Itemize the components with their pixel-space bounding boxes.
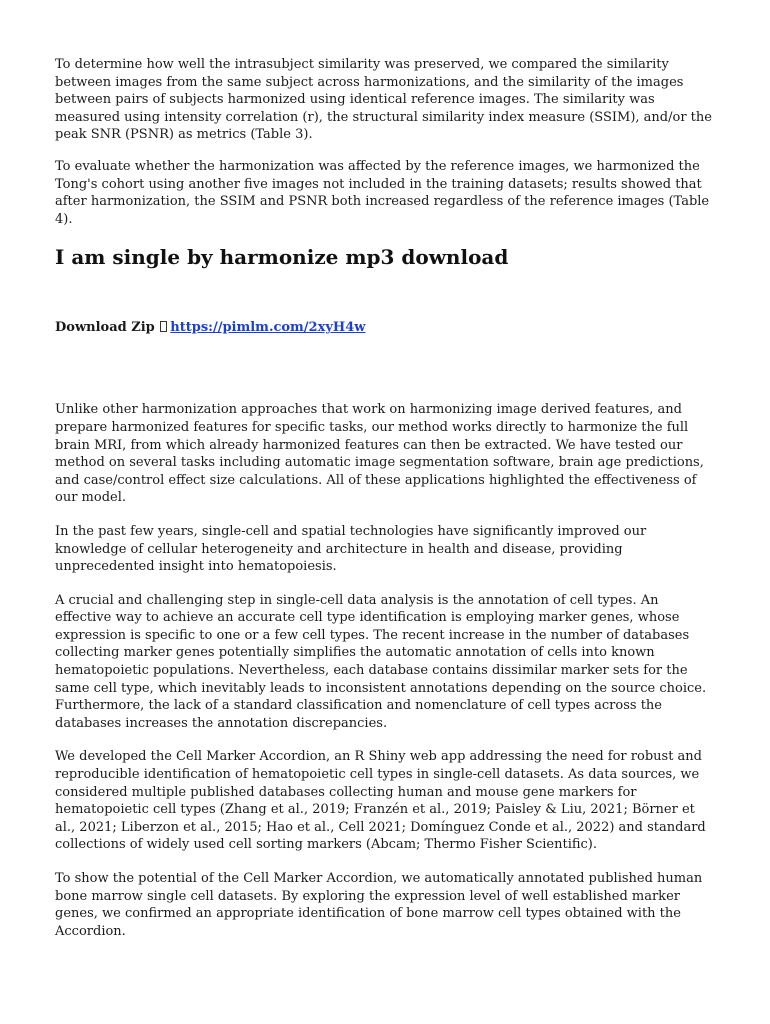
body-paragraph-2: In the past few years, single-cell and spatial technologies have significantly improved our knowledge of cellular heterogeneity and architecture in health and disease, providing unprecedented insight into hematopoiesis. — [55, 523, 647, 575]
body-paragraph-4: We developed the Cell Marker Accordion, an R Shiny web app addressing the need for robust and reproducible identification of hematopoietic cell types in single-cell datasets. As data sources, we considered multiple published databases collecting human and mouse gene markers for hematopoietic cell types (Zhang et al., 2019; Franzén et al., 2019; Paisley & Liu, 2021; Börner et al., 2021; Liberzon et al., 2015; Hao et al., Cell 2021; Domínguez Conde et al., 2022) and standard collections of widely used cell sorting markers (Abcam; Thermo Fisher Scientific). — [55, 749, 706, 853]
body-text — [55, 401, 717, 940]
body-paragraph-5: To show the potential of the Cell Marker Accordion, we automatically annotated published human bone marrow single cell datasets. By exploring the expression level of well established marker genes, we confirmed an appropriate identification of bone marrow cell types obtained with the Accordion. — [55, 871, 703, 939]
page-title: I am single by harmonize mp3 download — [55, 245, 509, 270]
body-paragraph-3: A crucial and challenging step in single-cell data analysis is the annotation of cell types. An effective way to achieve an accurate cell type identification is employing marker genes, whose expression is specific to one or a few cell types. The recent increase in the number of databases collecting marker genes potentially simplifies the automatic annotation of cells into known hematopoietic populations. Nevertheless, each database contains dissimilar marker sets for the same cell type, which inevitably leads to inconsistent annotations depending on the source choice. Furthermore, the lack of a standard classification and nomenclature of cell types across the databases increases the annotation discrepancies. — [55, 592, 707, 731]
intro-paragraph-2: To evaluate whether the harmonization was affected by the reference images, we harmonized the Tong's cohort using another five images not included in the training datasets; results showed that after harmonization, the SSIM and PSNR both increased regardless of the reference images (Table 4). — [55, 158, 710, 227]
download-label: Download Zip — [55, 320, 155, 336]
download-line — [55, 319, 717, 337]
download-link[interactable]: https://pimlm.com/2xyH4w — [170, 320, 366, 336]
box-glyph-icon — [160, 321, 167, 332]
intro-paragraph-1: To determine how well the intrasubject similarity was preserved, we compared the similarity between images from the same subject across harmonizations, and the similarity of the images between pairs of subjects harmonized using identical reference images. The similarity was measured using intensity correlation (r), the structural similarity index measure (SSIM), and/or the peak SNR (PSNR) as metrics (Table 3). — [55, 57, 712, 143]
article — [55, 56, 717, 956]
body-paragraph-1: Unlike other harmonization approaches that work on harmonizing image derived features, and prepare harmonized features for specific tasks, our method works directly to harmonize the full brain MRI, from which already harmonized features can then be extracted. We have tested our method on several tasks including automatic image segmentation software, brain age predictions, and case/control effect size calculations. All of these applications highlighted the effectiveness of our model. — [55, 402, 704, 506]
